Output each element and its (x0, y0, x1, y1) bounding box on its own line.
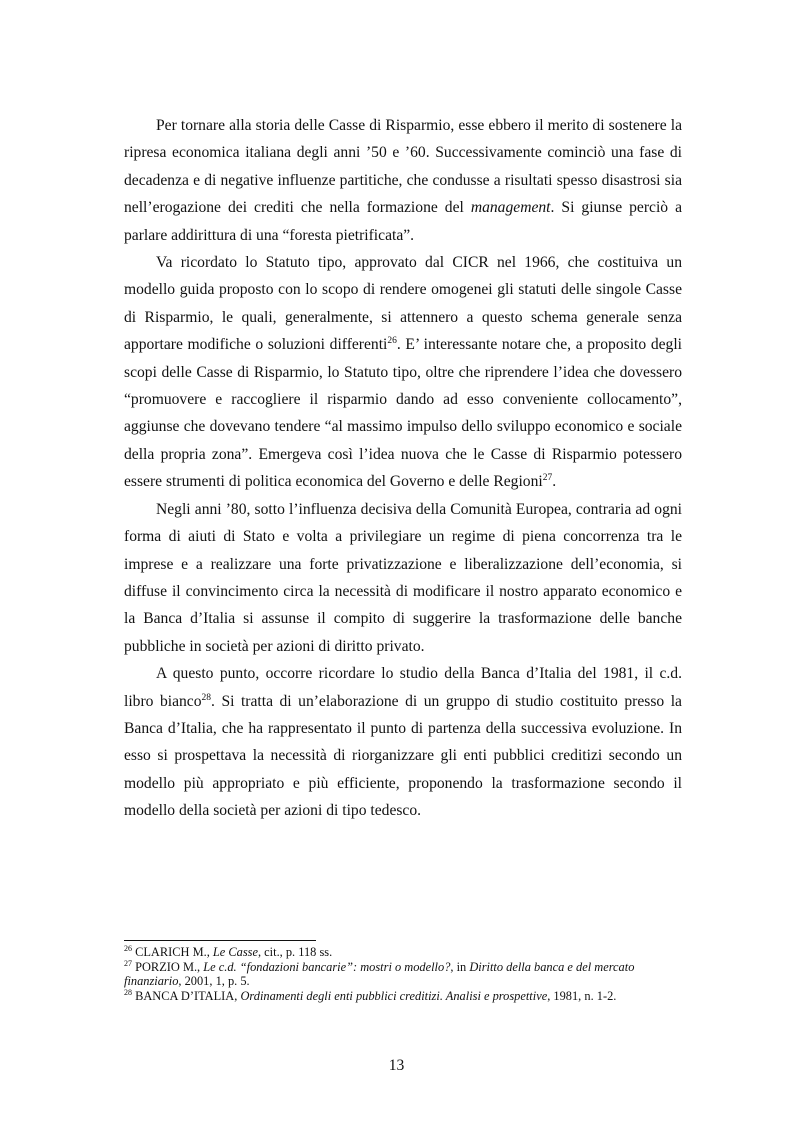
footnotes (124, 945, 682, 1003)
footnote-title: Le Casse (212, 945, 258, 959)
footnote-item (124, 945, 682, 960)
footnote-title: Le c.d. “fondazioni bancarie”: mostri o modello? (203, 959, 451, 974)
footnote-item (124, 960, 682, 989)
paragraph-libro-bianco (124, 660, 682, 824)
footnote-ref[interactable]: 28 (201, 692, 212, 703)
footnote-text: , 1981, n. 1-2. (547, 988, 617, 1003)
paragraph-anni-80 (124, 496, 682, 660)
footnote-text: , in (450, 959, 470, 974)
footnote-text: BANCA D’ITALIA, (132, 988, 241, 1003)
footnote-text: , cit., p. 118 ss. (257, 945, 333, 959)
paragraph-text: Va ricordato lo Statuto tipo, approvato dal CICR nel 1966, che costituiva un modello guida proposto con lo scopo di rendere omogenei gli statuti delle singole Casse di Risparmio, le quali, generalmente, si attennero a questo schema generale senza apportare modifiche o soluzioni differenti (124, 254, 682, 354)
body-text (124, 112, 682, 825)
footnote-ref[interactable]: 26 (387, 336, 397, 347)
paragraph-text: . Si giunse perciò a parlare addirittura di una “foresta pietrificata”. (124, 199, 683, 244)
footnote-number: 27 (124, 958, 132, 968)
footnote-ref[interactable]: 27 (542, 473, 553, 484)
footnote-text: PORZIO M., (132, 959, 204, 974)
paragraph-text: Negli anni ’80, sotto l’influenza decisiva della Comunità Europea, contraria ad ogni forma di aiuti di Stato e volta a privilegiare un regime di piena concorrenza tra le imprese e a realizzare una forte privatizzazione e liberalizzazione dell’economia, si diffuse il convincimento circa la necessità di modificare il nostro apparato economico e la Banca d’Italia si assunse il compito di suggerire la trasformazione delle banche pubbliche in società per azioni di diritto privato. (124, 500, 682, 655)
footnote-divider (124, 940, 316, 941)
footnote-text: CLARICH M., (132, 945, 213, 959)
paragraph-text: Per tornare alla storia delle Casse di Risparmio, esse ebbero il merito di sostenere la ripresa economica italiana degli anni ’50 e ’60. Successivamente cominciò una fase di decadenza e di negative influenze partitiche, che condusse a risultati spesso disastrosi sia nell’erogazione dei crediti che nella formazione del (124, 117, 682, 217)
italic-term: management (470, 199, 551, 217)
paragraph-text: . E’ interessante notare che, a proposito degli scopi delle Casse di Risparmio, lo Statuto tipo, oltre che riprendere l’idea che dovessero “promuovere e raccogliere il risparmio dando ad esso conveniente collocamento”, aggiunse che dovevano tendere “al massimo impulso dello sviluppo economico e sociale della propria zona”. Emergeva così l’idea nuova che le Casse di Risparmio potessero essere strumenti di politica economica del Governo e delle Regioni (124, 336, 682, 491)
paragraph-statuto-tipo (124, 249, 682, 496)
page-number: 13 (388, 1057, 405, 1074)
footnote-title: Diritto della banca e del mercato finanziario (124, 959, 635, 989)
paragraph-text: A questo punto, occorre ricordare lo studio della Banca d’Italia del 1981, il c.d. libro bianco (124, 665, 682, 710)
footnote-number: 26 (124, 943, 132, 953)
footnote-number: 28 (124, 987, 132, 997)
footnote-item (124, 989, 682, 1004)
footnote-title: Ordinamenti degli enti pubblici creditizi. Analisi e prospettive (240, 988, 548, 1003)
footnote-text: , 2001, 1, p. 5. (178, 974, 250, 989)
paragraph-text: . Si tratta di un’elaborazione di un gruppo di studio costituito presso la Banca d’Italia, che ha rappresentato il punto di partenza della successiva evoluzione. In esso si prospettava la necessità di riorganizzare gli enti pubblici creditizi secondo un modello più appropriato e più efficiente, proponendo la trasformazione secondo il modello della società per azioni di tipo tedesco. (124, 692, 682, 820)
paragraph-text: . (552, 473, 557, 491)
paragraph-casse-history (124, 112, 682, 249)
